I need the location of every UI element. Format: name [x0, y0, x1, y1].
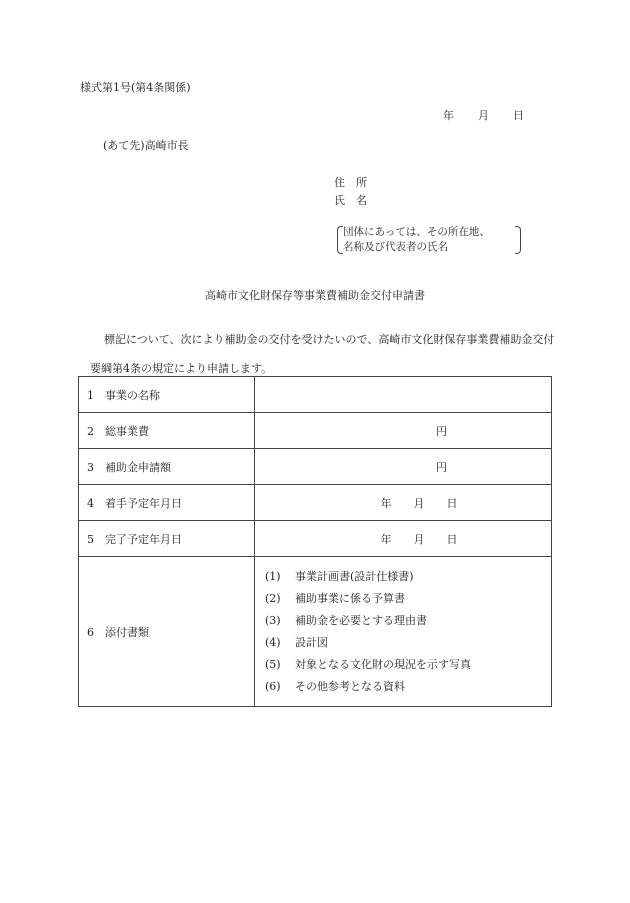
address-label: 住 所: [334, 176, 367, 189]
attachments-cell: [255, 557, 552, 707]
row-label: [79, 449, 255, 485]
row-label: [79, 485, 255, 521]
project-name-value: [255, 377, 552, 413]
item-number: (1): [265, 569, 281, 583]
item-text: その他参考となる資料: [295, 679, 405, 693]
row-number: 4: [87, 496, 94, 510]
name-label: 氏 名: [334, 194, 367, 207]
start-date-value: [255, 485, 552, 521]
row-number: 5: [87, 532, 94, 546]
item-text: 事業計画書(設計仕様書): [295, 569, 414, 583]
date-month: 月: [478, 109, 489, 122]
application-date: [443, 109, 524, 122]
item-number: (4): [265, 635, 281, 649]
table-row-start-date: [79, 485, 552, 521]
item-number: (6): [265, 679, 281, 693]
organization-note-line2: 名称及び代表者の氏名: [343, 241, 448, 253]
date-month: 月: [413, 532, 425, 546]
item-number: (3): [265, 613, 281, 627]
row-number: 2: [87, 424, 94, 438]
total-cost-value: 円: [255, 413, 552, 449]
body-paragraph: 標記について、次により補助金の交付を受けたいので、高崎市文化財保存事業費補助金交付要綱第4条の規定により申請します。: [90, 333, 555, 375]
row-label-text: 補助金申請額: [105, 460, 171, 474]
date-day: 日: [446, 532, 458, 546]
row-number: 3: [87, 460, 94, 474]
row-label-text: 総事業費: [105, 424, 149, 438]
list-item: [265, 654, 543, 676]
item-text: 対象となる文化財の現況を示す写真: [295, 657, 471, 671]
table-row-total-cost: [79, 413, 552, 449]
table-row-project-name: [79, 377, 552, 413]
item-text: 設計図: [295, 635, 328, 649]
organization-note-line1: 団体にあっては、その所在地、: [343, 226, 490, 238]
list-item: [265, 610, 543, 632]
row-label-text: 着手予定年月日: [105, 496, 182, 510]
date-year: 年: [380, 532, 392, 546]
item-text: 補助金を必要とする理由書: [295, 613, 427, 627]
form-number-label: 様式第1号(第4条関係): [80, 81, 191, 94]
row-number: 6: [87, 625, 94, 639]
date-month: 月: [413, 496, 425, 510]
row-label: [79, 521, 255, 557]
row-label: [79, 557, 255, 707]
organization-note: [343, 225, 515, 255]
item-number: (2): [265, 591, 281, 605]
row-label: [79, 377, 255, 413]
list-item: [265, 588, 543, 610]
list-item: [265, 632, 543, 654]
table-row-subsidy-amount: [79, 449, 552, 485]
date-day: 日: [513, 109, 524, 122]
list-item: [265, 566, 543, 588]
subsidy-amount-value: 円: [255, 449, 552, 485]
list-item: [265, 676, 543, 698]
application-table: [78, 376, 552, 707]
date-year: 年: [380, 496, 392, 510]
date-day: 日: [446, 496, 458, 510]
date-year: 年: [443, 109, 454, 122]
row-number: 1: [87, 388, 94, 402]
row-label: [79, 413, 255, 449]
table-row-end-date: [79, 521, 552, 557]
table-row-attachments: [79, 557, 552, 707]
end-date-value: [255, 521, 552, 557]
row-label-text: 添付書類: [105, 625, 149, 639]
document-title: 高崎市文化財保存等事業費補助金交付申請書: [205, 289, 425, 302]
attachments-list: [263, 566, 543, 698]
item-text: 補助事業に係る予算書: [295, 591, 405, 605]
item-number: (5): [265, 657, 281, 671]
row-label-text: 完了予定年月日: [105, 532, 182, 546]
row-label-text: 事業の名称: [105, 388, 160, 402]
addressee: (あて先)高崎市長: [103, 139, 189, 152]
